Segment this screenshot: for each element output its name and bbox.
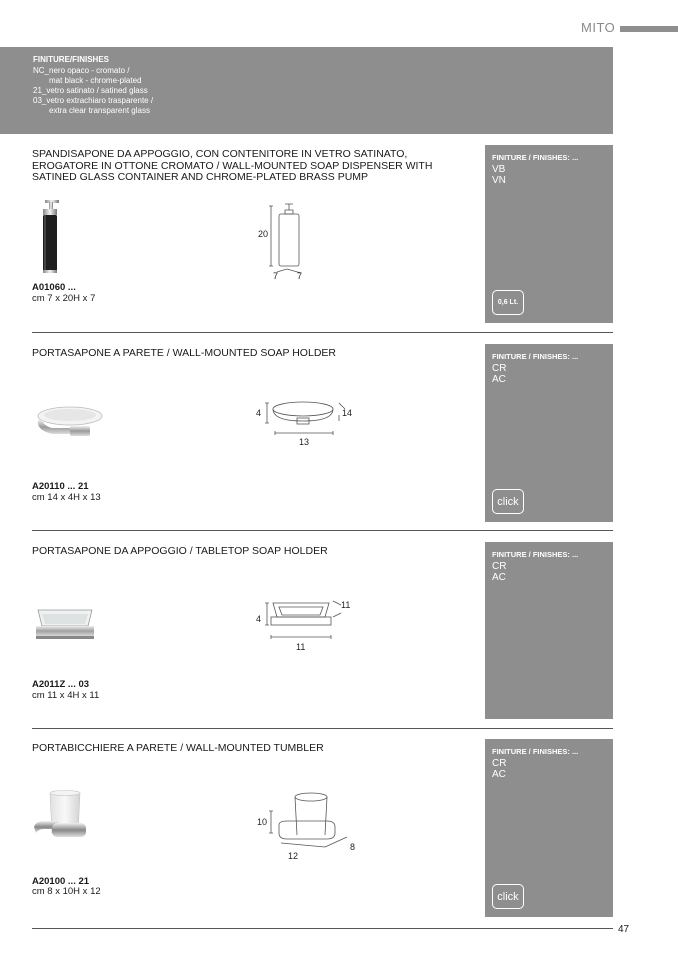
brand-bar bbox=[620, 26, 678, 32]
finish-codes bbox=[492, 164, 506, 186]
product-section-soap-dispenser bbox=[0, 145, 678, 335]
finishes-legend bbox=[0, 47, 613, 134]
soap-dispenser-photo bbox=[30, 197, 70, 277]
dimension-label: 11 bbox=[296, 642, 306, 652]
finishes-box-title: FINITURE / FINISHES: ... bbox=[492, 550, 579, 559]
dimension-label: 10 bbox=[257, 817, 268, 827]
section-divider bbox=[32, 530, 613, 531]
dimension-label: 13 bbox=[299, 437, 310, 447]
tabletop-soap-holder-photo bbox=[32, 602, 98, 648]
finishes-legend-line: 21_vetro satinato / satined glass bbox=[33, 86, 148, 95]
product-section-wall-soap-holder bbox=[0, 344, 678, 534]
product-dimensions: cm 8 x 10H x 12 bbox=[32, 886, 101, 897]
dimension-label: 4 bbox=[256, 614, 262, 624]
finish-codes bbox=[492, 758, 506, 780]
brand-name: MITO bbox=[581, 20, 616, 35]
finish-code: AC bbox=[492, 572, 506, 583]
dimension-label: 12 bbox=[288, 851, 299, 861]
click-badge[interactable]: click bbox=[492, 489, 524, 514]
capacity-badge: 0,6 Lt. bbox=[492, 290, 524, 315]
finishes-box bbox=[485, 145, 613, 323]
finish-codes bbox=[492, 363, 506, 385]
finishes-box-title: FINITURE / FINISHES: ... bbox=[492, 153, 579, 162]
finishes-legend-line: extra clear transparent glass bbox=[49, 106, 150, 115]
product-dimensions: cm 7 x 20H x 7 bbox=[32, 293, 96, 304]
dimension-label: 11 bbox=[341, 600, 351, 610]
finish-code: VN bbox=[492, 175, 506, 186]
finishes-box-title: FINITURE / FINISHES: ... bbox=[492, 352, 579, 361]
finishes-box bbox=[485, 344, 613, 522]
finishes-legend-line: NC_nero opaco - cromato / bbox=[33, 66, 130, 75]
finishes-legend-line: mat black - chrome-plated bbox=[49, 76, 142, 85]
section-divider bbox=[32, 728, 613, 729]
product-code: A20100 ... 21 bbox=[32, 876, 90, 887]
finishes-box bbox=[485, 739, 613, 917]
dimension-label: 20 bbox=[258, 229, 269, 239]
product-code: A01060 ... bbox=[32, 282, 76, 293]
product-section-wall-tumbler bbox=[0, 739, 678, 919]
product-title: PORTASAPONE A PARETE / WALL-MOUNTED SOAP HOLDER bbox=[32, 347, 336, 359]
section-divider bbox=[32, 332, 613, 333]
tabletop-soap-holder-drawing bbox=[253, 597, 357, 655]
finishes-box bbox=[485, 542, 613, 719]
soap-dispenser-drawing bbox=[253, 200, 315, 282]
finishes-legend-title: FINITURE/FINISHES bbox=[33, 55, 110, 64]
dimension-label: 8 bbox=[350, 842, 356, 852]
footer-rule bbox=[32, 928, 613, 929]
finishes-legend-line: 03_vetro extrachiaro trasparente / bbox=[33, 96, 154, 105]
product-title: PORTASAPONE DA APPOGGIO / TABLETOP SOAP HOLDER bbox=[32, 545, 328, 557]
finish-code: AC bbox=[492, 374, 506, 385]
product-section-tabletop-soap-holder bbox=[0, 542, 678, 732]
finish-code: CR bbox=[492, 758, 507, 769]
finish-code: AC bbox=[492, 769, 506, 780]
wall-tumbler-photo bbox=[30, 789, 92, 851]
click-badge[interactable]: click bbox=[492, 884, 524, 909]
product-dimensions: cm 11 x 4H x 11 bbox=[32, 690, 100, 701]
dimension-label: 7 bbox=[273, 271, 279, 281]
product-code: A20110 ... 21 bbox=[32, 481, 89, 492]
page-number: 47 bbox=[618, 924, 630, 935]
wall-soap-holder-photo bbox=[30, 402, 110, 444]
product-title: SPANDISAPONE DA APPOGGIO, CON CONTENITORE IN VETRO SATINATO, EROGATORE IN OTTONE CROMATO / WALL-MOUNTED SOAP DISPENSER WITH SATINED GLASS CONTAINER AND CHROME-PLATED BRASS PUMP bbox=[32, 148, 433, 183]
dimension-label: 14 bbox=[342, 408, 353, 418]
finish-code: VB bbox=[492, 164, 506, 175]
wall-soap-holder-drawing bbox=[253, 399, 357, 451]
dimension-label: 7 bbox=[297, 271, 303, 281]
finishes-box-title: FINITURE / FINISHES: ... bbox=[492, 747, 579, 756]
finish-code: CR bbox=[492, 363, 507, 374]
finish-code: CR bbox=[492, 561, 507, 572]
product-dimensions: cm 14 x 4H x 13 bbox=[32, 492, 101, 503]
product-title: PORTABICCHIERE A PARETE / WALL-MOUNTED TUMBLER bbox=[32, 742, 324, 754]
finish-codes bbox=[492, 561, 506, 583]
product-code: A2011Z ... 03 bbox=[32, 679, 90, 690]
dimension-label: 4 bbox=[256, 408, 262, 418]
wall-tumbler-drawing bbox=[253, 789, 363, 863]
